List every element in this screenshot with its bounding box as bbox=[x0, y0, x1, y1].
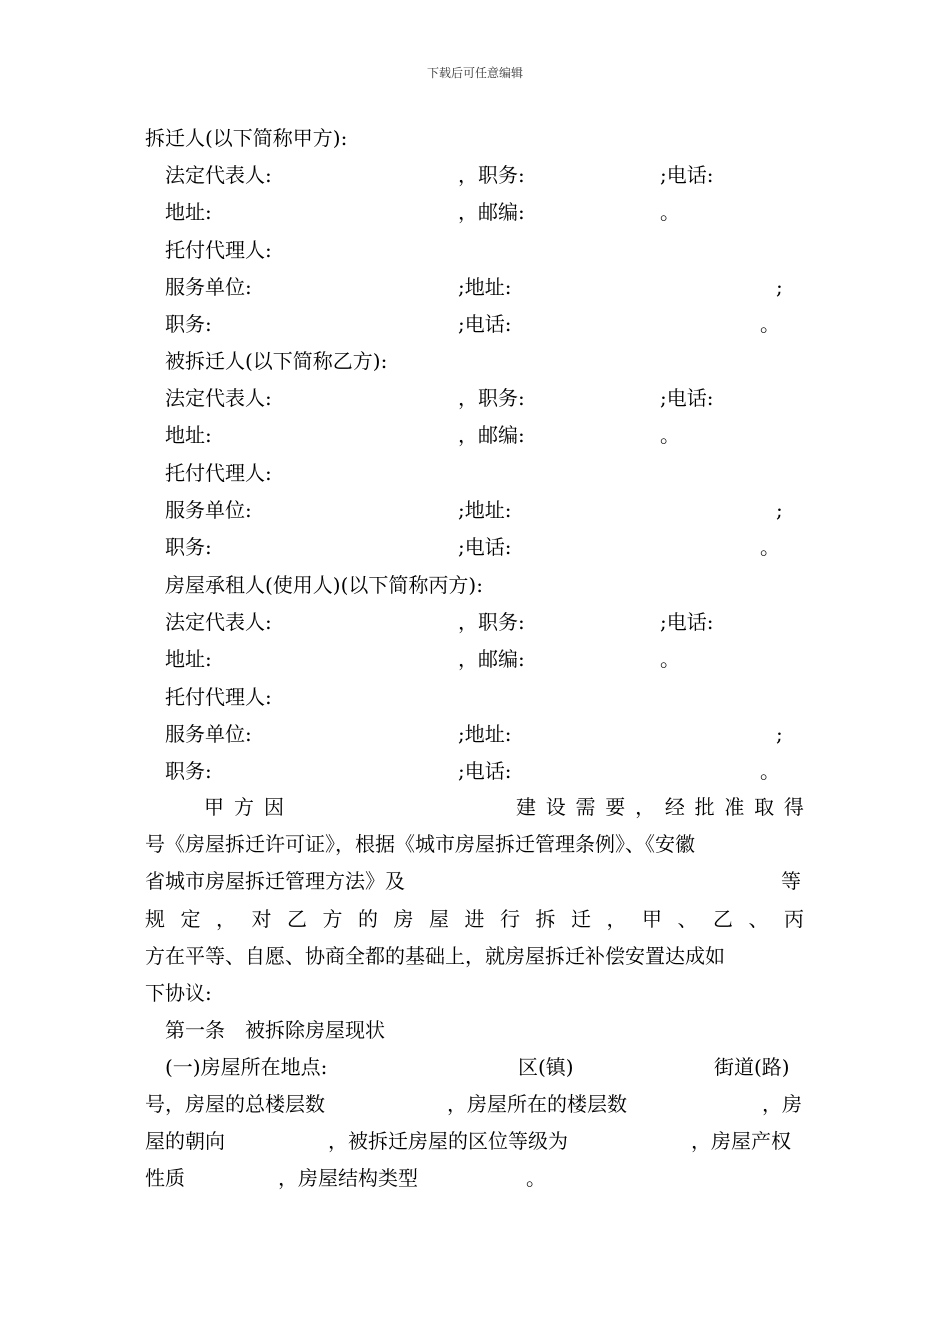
party-1-title: 被拆迁人(以下简称乙方): bbox=[165, 349, 388, 373]
party-1-unit-address-label: ;地址: bbox=[458, 498, 512, 522]
article-1-p4a: 性质 bbox=[145, 1166, 185, 1190]
article-1-p1c: 街道(路) bbox=[714, 1055, 790, 1079]
party-2-agent-position-label: 职务: bbox=[165, 759, 212, 783]
party-1-agent-phone-label: ;电话: bbox=[458, 535, 512, 559]
party-2-semicolon: ; bbox=[776, 722, 783, 746]
char: ， bbox=[606, 907, 627, 931]
party-0-agent-label: 托付代理人: bbox=[165, 238, 272, 262]
party-1-address-label: 地址: bbox=[165, 423, 212, 447]
char: 行 bbox=[500, 907, 520, 931]
party-1-agent-position-label: 职务: bbox=[165, 535, 212, 559]
party-0-position-label: ，职务: bbox=[458, 163, 525, 187]
intro-line-3a: 省城市房屋拆迁管理方法》及 bbox=[145, 869, 405, 893]
article-1-title: 第一条 被拆除房屋现状 bbox=[165, 1018, 385, 1042]
party-2-agent-phone-label: ;电话: bbox=[458, 759, 512, 783]
char: 拆 bbox=[535, 907, 556, 931]
char: 甲 bbox=[642, 907, 662, 931]
party-0-phone-label: ;电话: bbox=[660, 163, 714, 187]
char: 迁 bbox=[571, 907, 591, 931]
char: 、 bbox=[748, 907, 769, 931]
party-0-legal-rep-label: 法定代表人: bbox=[165, 163, 272, 187]
party-2-address-label: 地址: bbox=[165, 647, 212, 671]
party-1-unit-label: 服务单位: bbox=[165, 498, 252, 522]
article-1-p1a: (一)房屋所在地点: bbox=[165, 1055, 328, 1079]
char: 准 bbox=[724, 795, 745, 819]
article-1-p1b: 区(镇) bbox=[518, 1055, 574, 1079]
intro-line-4 bbox=[145, 904, 804, 934]
article-1-p4c: 。 bbox=[526, 1166, 546, 1190]
party-0-agent-position-label: 职务: bbox=[165, 312, 212, 336]
char: 取 bbox=[754, 795, 775, 819]
intro-line-1a: 甲 方 因 bbox=[204, 795, 284, 819]
char: 需 bbox=[575, 795, 596, 819]
char: 、 bbox=[677, 907, 698, 931]
party-2-legal-rep-label: 法定代表人: bbox=[165, 610, 272, 634]
intro-line-5: 方在平等、自愿、协商全都的基础上，就房屋拆迁补偿安置达成如 bbox=[145, 944, 725, 968]
party-0-unit-address-label: ;地址: bbox=[458, 275, 512, 299]
char: 进 bbox=[464, 907, 485, 931]
party-1-agent-period: 。 bbox=[760, 535, 780, 559]
char: 规 bbox=[145, 907, 165, 931]
article-1-p3c: ，房屋产权 bbox=[691, 1129, 791, 1153]
party-2-unit-label: 服务单位: bbox=[165, 722, 252, 746]
party-0-agent-phone-label: ;电话: bbox=[458, 312, 512, 336]
party-0-period: 。 bbox=[660, 200, 680, 224]
party-2-postcode-label: ，邮编: bbox=[458, 647, 525, 671]
char: 得 bbox=[783, 795, 804, 819]
char: ， bbox=[216, 907, 236, 931]
intro-line-2: 号《房屋拆迁许可证》，根据《城市房屋拆迁管理条例》、《安徽 bbox=[145, 832, 695, 856]
char: 批 bbox=[694, 795, 715, 819]
party-2-title: 房屋承租人(使用人)(以下简称丙方): bbox=[165, 573, 483, 597]
char: 屋 bbox=[429, 907, 449, 931]
party-0-address-label: 地址: bbox=[165, 200, 212, 224]
party-2-period: 。 bbox=[660, 647, 680, 671]
article-1-p2b: ，房屋所在的楼层数 bbox=[447, 1092, 627, 1116]
char: 方 bbox=[322, 907, 343, 931]
char: 房 bbox=[393, 907, 414, 931]
party-0-semicolon: ; bbox=[776, 275, 783, 299]
char: 对 bbox=[251, 907, 272, 931]
article-1-p4b: ，房屋结构类型 bbox=[278, 1166, 418, 1190]
char: 经 bbox=[664, 795, 685, 819]
char: 设 bbox=[545, 795, 566, 819]
party-1-legal-rep-label: 法定代表人: bbox=[165, 386, 272, 410]
char: 乙 bbox=[713, 907, 733, 931]
party-2-agent-label: 托付代理人: bbox=[165, 685, 272, 709]
char: 的 bbox=[358, 907, 378, 931]
party-0-title: 拆迁人(以下简称甲方): bbox=[145, 126, 348, 150]
char: 要 bbox=[605, 795, 626, 819]
char: 定 bbox=[180, 907, 201, 931]
party-2-agent-period: 。 bbox=[760, 759, 780, 783]
party-1-postcode-label: ，邮编: bbox=[458, 423, 525, 447]
article-1-p2c: ，房 bbox=[762, 1092, 802, 1116]
char: ， bbox=[635, 795, 656, 819]
char: 丙 bbox=[784, 907, 804, 931]
intro-line-1b bbox=[516, 792, 804, 822]
intro-line-3b: 等 bbox=[781, 869, 801, 893]
party-1-period: 。 bbox=[660, 423, 680, 447]
party-1-agent-label: 托付代理人: bbox=[165, 461, 272, 485]
char: 建 bbox=[516, 795, 536, 819]
party-0-unit-label: 服务单位: bbox=[165, 275, 252, 299]
party-1-phone-label: ;电话: bbox=[660, 386, 714, 410]
page-header: 下载后可任意编辑 bbox=[426, 66, 523, 80]
party-0-postcode-label: ，邮编: bbox=[458, 200, 525, 224]
char: 乙 bbox=[287, 907, 307, 931]
party-2-position-label: ，职务: bbox=[458, 610, 525, 634]
party-1-semicolon: ; bbox=[776, 498, 783, 522]
intro-line-6: 下协议: bbox=[145, 981, 212, 1005]
party-2-phone-label: ;电话: bbox=[660, 610, 714, 634]
party-2-unit-address-label: ;地址: bbox=[458, 722, 512, 746]
party-1-position-label: ，职务: bbox=[458, 386, 525, 410]
article-1-p2a: 号，房屋的总楼层数 bbox=[145, 1092, 325, 1116]
party-0-agent-period: 。 bbox=[760, 312, 780, 336]
article-1-p3a: 屋的朝向 bbox=[145, 1129, 225, 1153]
article-1-p3b: ，被拆迁房屋的区位等级为 bbox=[328, 1129, 568, 1153]
